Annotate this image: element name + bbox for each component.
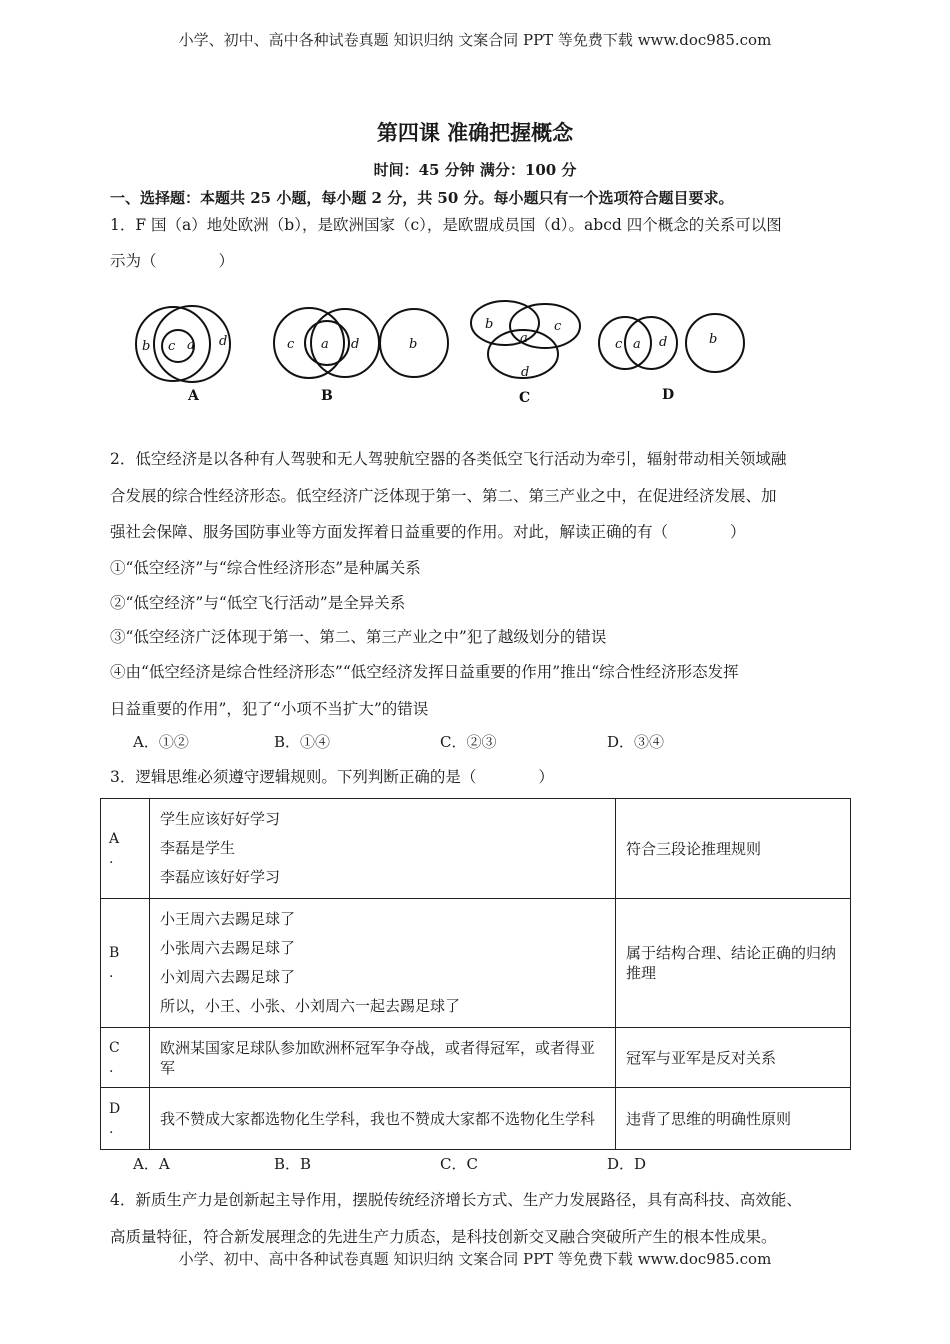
row-d-content: 我不赞成大家都选物化生学科，我也不赞成大家都不选物化生学科: [150, 1088, 616, 1150]
q2-option-b[interactable]: B．①④: [274, 733, 331, 751]
venn-d-label-c: c: [615, 337, 623, 352]
venn-b-label-d: d: [351, 337, 360, 352]
venn-a-label-d: d: [219, 334, 228, 349]
q3-option-b[interactable]: B．B: [274, 1155, 312, 1173]
venn-d-label-b: b: [709, 332, 718, 347]
venn-a-label-c: c: [168, 339, 176, 354]
row-c-judgement: 冠军与亚军是反对关系: [616, 1028, 851, 1088]
q1-stem-line1: 1．F 国（a）地处欧洲（b），是欧洲国家（c），是欧盟成员国（d）。abcd 四个概念的关系可以图: [110, 216, 782, 234]
q2-stem-line3: 强社会保障、服务国防事业等方面发挥着日益重要的作用。对此，解读正确的有（ ）: [110, 523, 746, 541]
row-a-content: 学生应该好好学习 李磊是学生 李磊应该好好学习: [150, 799, 616, 899]
table-row: [101, 799, 851, 899]
q2-option-a[interactable]: A．①②: [133, 733, 189, 751]
q2-option-d[interactable]: D．③④: [607, 733, 665, 751]
venn-a-label-b: b: [142, 339, 151, 354]
row-a-label: A .: [101, 799, 150, 899]
exam-info: 时间：45 分钟 满分：100 分: [373, 161, 577, 179]
venn-diagram-options: [125, 298, 755, 410]
q2-option-c[interactable]: C．②③: [440, 733, 497, 751]
venn-c-ellipse-b: [471, 301, 539, 345]
q2-statement-4-line2: 日益重要的作用”，犯了“小项不当扩大”的错误: [110, 700, 429, 718]
venn-d-label-d: d: [659, 335, 668, 350]
venn-option-label-c: C: [519, 390, 531, 406]
page-footer: 小学、初中、高中各种试卷真题 知识归纳 文案合同 PPT 等免费下载 www.doc985.com: [178, 1250, 772, 1268]
table-row: [101, 899, 851, 1028]
q4-stem-line1: 4．新质生产力是创新起主导作用，摆脱传统经济增长方式、生产力发展路径，具有高科技、高效能、: [110, 1191, 802, 1209]
venn-option-label-b: B: [321, 388, 333, 404]
q3-table: [100, 798, 851, 1150]
venn-b-label-b: b: [409, 337, 418, 352]
venn-b-label-a: a: [321, 337, 329, 352]
row-b-label: B .: [101, 899, 150, 1028]
q2-statement-3: ③“低空经济广泛体现于第一、第二、第三产业之中”犯了越级划分的错误: [110, 628, 607, 646]
page-title: 第四课 准确把握概念: [376, 120, 574, 145]
q1-stem-line2: 示为（ ）: [110, 252, 235, 270]
page-header: 小学、初中、高中各种试卷真题 知识归纳 文案合同 PPT 等免费下载 www.doc985.com: [178, 31, 772, 49]
row-d-label: D .: [101, 1088, 150, 1150]
row-b-judgement: 属于结构合理、结论正确的归纳推理: [616, 899, 851, 1028]
q2-stem-line2: 合发展的综合性经济形态。低空经济广泛体现于第一、第二、第三产业之中，在促进经济发展、加: [110, 487, 777, 505]
venn-c-label-b: b: [485, 317, 494, 332]
row-d-judgement: 违背了思维的明确性原则: [616, 1088, 851, 1150]
venn-c-label-d: d: [521, 365, 530, 380]
table-row: [101, 1028, 851, 1088]
venn-option-b: [274, 308, 448, 378]
q2-stem-line1: 2．低空经济是以各种有人驾驶和无人驾驶航空器的各类低空飞行活动为牵引，辐射带动相关领域融: [110, 450, 787, 468]
q2-statement-2: ②“低空经济”与“低空飞行活动”是全异关系: [110, 594, 406, 612]
q2-statement-1: ①“低空经济”与“综合性经济形态”是种属关系: [110, 559, 421, 577]
venn-c-label-c: c: [554, 319, 562, 334]
row-a-judgement: 符合三段论推理规则: [616, 799, 851, 899]
row-b-content: 小王周六去踢足球了 小张周六去踢足球了 小刘周六去踢足球了 所以，小王、小张、小刘周六一起去踢足球了: [150, 899, 616, 1028]
q3-option-a[interactable]: A．A: [133, 1155, 170, 1173]
q4-stem-line2: 高质量特征，符合新发展理念的先进生产力质态，是科技创新交叉融合突破所产生的根本性成果。: [110, 1228, 777, 1246]
table-row: [101, 1088, 851, 1150]
q3-option-c[interactable]: C．C: [440, 1155, 478, 1173]
venn-b-circle-c: [274, 308, 344, 378]
q3-option-d[interactable]: D．D: [607, 1155, 647, 1173]
venn-c-label-a: a: [520, 331, 528, 346]
q3-stem: 3．逻辑思维必须遵守逻辑规则。下列判断正确的是（ ）: [110, 768, 554, 786]
row-c-label: C .: [101, 1028, 150, 1088]
venn-b-label-c: c: [287, 337, 295, 352]
row-c-content: 欧洲某国家足球队参加欧洲杯冠军争夺战，或者得冠军，或者得亚军: [150, 1028, 616, 1088]
venn-option-label-d: D: [662, 387, 675, 403]
q2-statement-4-line1: ④由“低空经济是综合性经济形态”“低空经济发挥日益重要的作用”推出“综合性经济形态发挥: [110, 663, 739, 681]
section-heading: 一、选择题：本题共 25 小题，每小题 2 分，共 50 分。每小题只有一个选项符合题目要求。: [110, 189, 734, 207]
venn-option-label-a: A: [188, 388, 199, 404]
venn-a-label-a: a: [187, 338, 195, 353]
venn-d-label-a: a: [633, 337, 641, 352]
